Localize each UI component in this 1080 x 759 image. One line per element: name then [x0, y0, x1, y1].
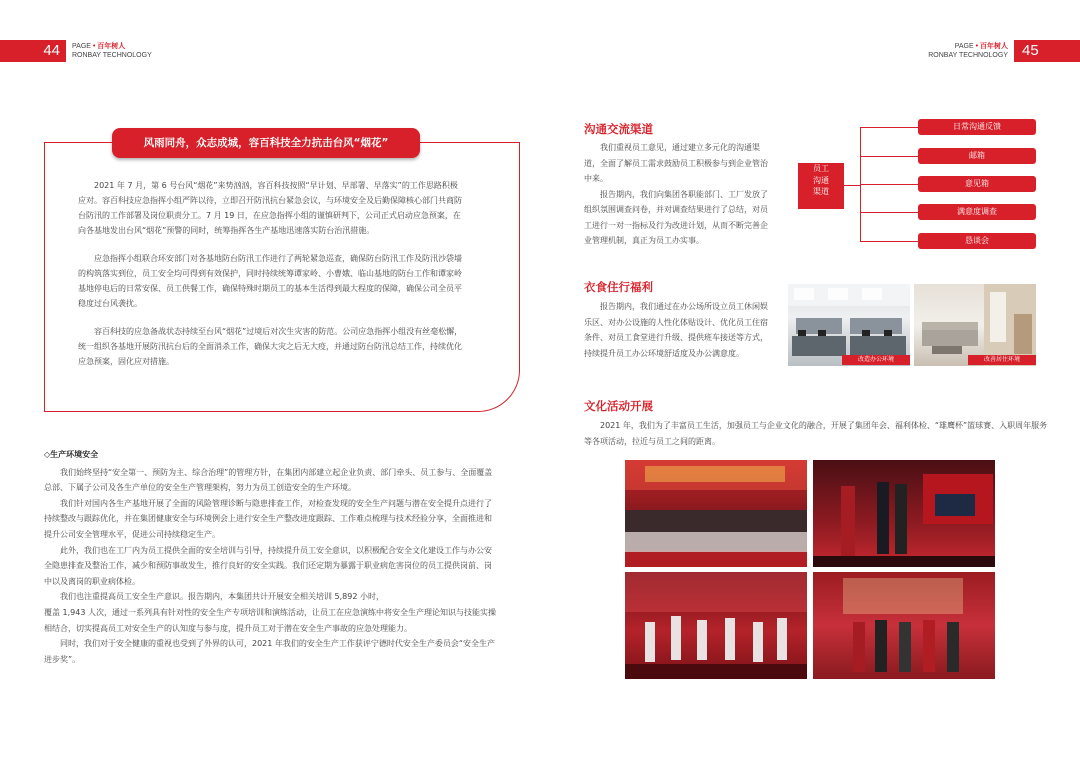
page-label: PAGE [954, 43, 974, 50]
header-company: RONBAY TECHNOLOGY [72, 52, 152, 59]
channel-item: 日常沟通反馈 [918, 119, 1036, 135]
communication-body [584, 140, 768, 249]
channel-item: 恳谈会 [918, 233, 1036, 249]
residence-caption: 改善居住环境 [968, 355, 1036, 365]
header-section: 百年树人 [97, 43, 126, 50]
typhoon-body [78, 178, 464, 382]
connector-line [860, 156, 918, 157]
stage-host-photo [813, 460, 995, 567]
culture-paragraph: 2021 年，我们为了丰富员工生活，加强员工与企业文化的融合，开展了集团年会、福利体检、“雄鹰杯”篮球赛、入职周年服务等各项活动，拉近与员工之间的距离。 [584, 421, 1048, 446]
header-right [928, 42, 1008, 60]
connector-line [860, 127, 918, 128]
communication-title: 沟通交流渠道 [584, 122, 653, 136]
safety-heading: ◇生产环境安全 [44, 450, 99, 459]
welfare-body [584, 299, 768, 361]
culture-body [584, 418, 1052, 449]
channel-item: 意见箱 [918, 176, 1036, 192]
dance-performance-photo [625, 572, 807, 679]
channel-diagram-root [798, 163, 844, 209]
typhoon-paragraph: 2021 年 7 月，第 6 号台风“烟花”来势汹汹，容百科技按照“早计划、早部署、早落实”的工作思路积极应对。容百科技应急指挥小组严阵以待，立即召开防汛抗台紧急会议，与环境安全及后勤保障核心部门共商防台防汛的工作部署及岗位职责分工。7 月 19 日，在应急指挥小组的谨慎研判下，公司正式启动应急预案，在向各基地发出台风“烟花”预警的同时，统筹指挥各生产基地迅速落实防台治汛措施。 [78, 181, 462, 235]
annual-meeting-group-photo [625, 460, 807, 567]
typhoon-title: 风雨同舟，众志成城，容百科技全力抗击台风“烟花” [112, 128, 420, 158]
connector-line [860, 241, 918, 242]
page-number-left: 44 [0, 40, 66, 62]
page-label: PAGE [72, 43, 91, 50]
safety-paragraph: 覆盖 1,943 人次，通过一系列具有针对性的安全生产专项培训和演练活动，让员工在应急演练中将安全生产理论知识与技能实操相结合，切实提高员工对安全生产的认知度与参与度，提升员工对于潜在安全生产事故的应急处理能力。 [44, 607, 496, 633]
header-company: RONBAY TECHNOLOGY [928, 52, 1008, 59]
header-section: 百年树人 [980, 43, 1008, 50]
root-line: 员工 [813, 164, 829, 173]
typhoon-paragraph: 容百科技的应急备战状态持续至台风“烟花”过境后对次生灾害的防范。公司应急指挥小组没有丝毫松懈，统一组织各基地开展防汛抗台后的全面消杀工作，确保大灾之后无大疫，并通过防台防汛总结工作，持续优化应急预案，固化应对措施。 [78, 327, 463, 366]
safety-section [44, 447, 498, 667]
safety-paragraph: 我们也注重提高员工安全生产意识。报告期内，本集团共计开展安全相关培训 5,892 小时， [60, 592, 384, 602]
safety-paragraph: 我们始终坚持“安全第一、预防为主、综合治理”的管理方针，在集团内部建立起企业负责、部门牵头、员工参与、全面覆盖总部、下属子公司及各生产单位的安全生产管理架构，努力为员工创造安全的生产环境。 [44, 467, 493, 493]
award-ceremony-photo [813, 572, 995, 679]
channel-item: 满意度调查 [918, 204, 1036, 220]
connector-line [844, 185, 860, 186]
header-bullet: • [975, 43, 979, 50]
culture-title: 文化活动开展 [584, 399, 653, 413]
communication-paragraph: 我们重视员工意见，通过建立多元化的沟通渠道，全面了解员工需求鼓励员工积极参与到企业管治中来。 [584, 143, 768, 183]
communication-paragraph: 报告期内，我们向集团各职能部门、工厂发放了组织氛围调查问卷，并对调查结果进行了总结，对员工进行一对一指标及行为改进计划，从而不断完善企业管理机制，真正为员工办实事。 [584, 189, 768, 245]
office-caption: 改造办公环境 [842, 355, 910, 365]
welfare-paragraph: 报告期内，我们通过在办公场所设立员工休闲娱乐区、对办公设施的人性化体贴设计、优化员工住宿条件、对员工食堂进行升级、提供班车接送等方式，持续提升员工办公环境舒适度及办公满意度。 [584, 302, 768, 358]
safety-paragraph: 同时，我们对于安全健康的重视也受到了外界的认可，2021 年我们的安全生产工作获评宁德时代安全生产委员会“安全生产进步奖”。 [44, 639, 496, 664]
root-line: 沟通 [813, 175, 829, 185]
safety-paragraph: 此外，我们也在工厂内为员工提供全面的安全培训与引导，持续提升员工安全意识，以积极配合安全文化建设工作与办公安全隐患排查及整治工作，减少和预防事故发生，推行良好的安全实践。我们还定期为暴露于职业病危害岗位的员工提供岗前、岗中以及离岗的职业病体检。 [44, 545, 492, 586]
header-bullet: • [92, 43, 96, 50]
connector-line [860, 212, 918, 213]
office-photo [788, 284, 910, 366]
channel-item: 邮箱 [918, 148, 1036, 164]
welfare-title: 衣食住行福利 [584, 280, 653, 294]
typhoon-paragraph: 应急指挥小组联合环安部门对各基地防台防汛工作进行了两轮紧急巡查，确保防台防汛工作及防汛沙袋墙的构筑落实到位，员工安全均可得到有效保护，同时持续统筹谭家岭、小曹娥、临山基地的防台工作和谭家岭基地停电后的日常安保、员工供餐工作，确保特殊时期员工的基本生活得到最大程度的保障，确保公司全员平稳度过台风袭扰。 [78, 254, 462, 308]
residence-photo [914, 284, 1036, 366]
header-left [72, 42, 152, 60]
page-number-right: 45 [1014, 40, 1080, 62]
safety-paragraph: 我们针对国内各生产基地开展了全面的风险管理诊断与隐患排查工作，对检查发现的安全生产问题与潜在安全提升点进行了持续整改与跟踪优化，并在集团健康安全与环境例会上进行安全生产整改进度跟踪、工作难点梳理与技术经验分享，全面推进和提升公司安全管理水平，促进公司持续稳定生产。 [44, 498, 492, 539]
root-line: 渠道 [813, 187, 829, 196]
connector-line [860, 184, 918, 185]
